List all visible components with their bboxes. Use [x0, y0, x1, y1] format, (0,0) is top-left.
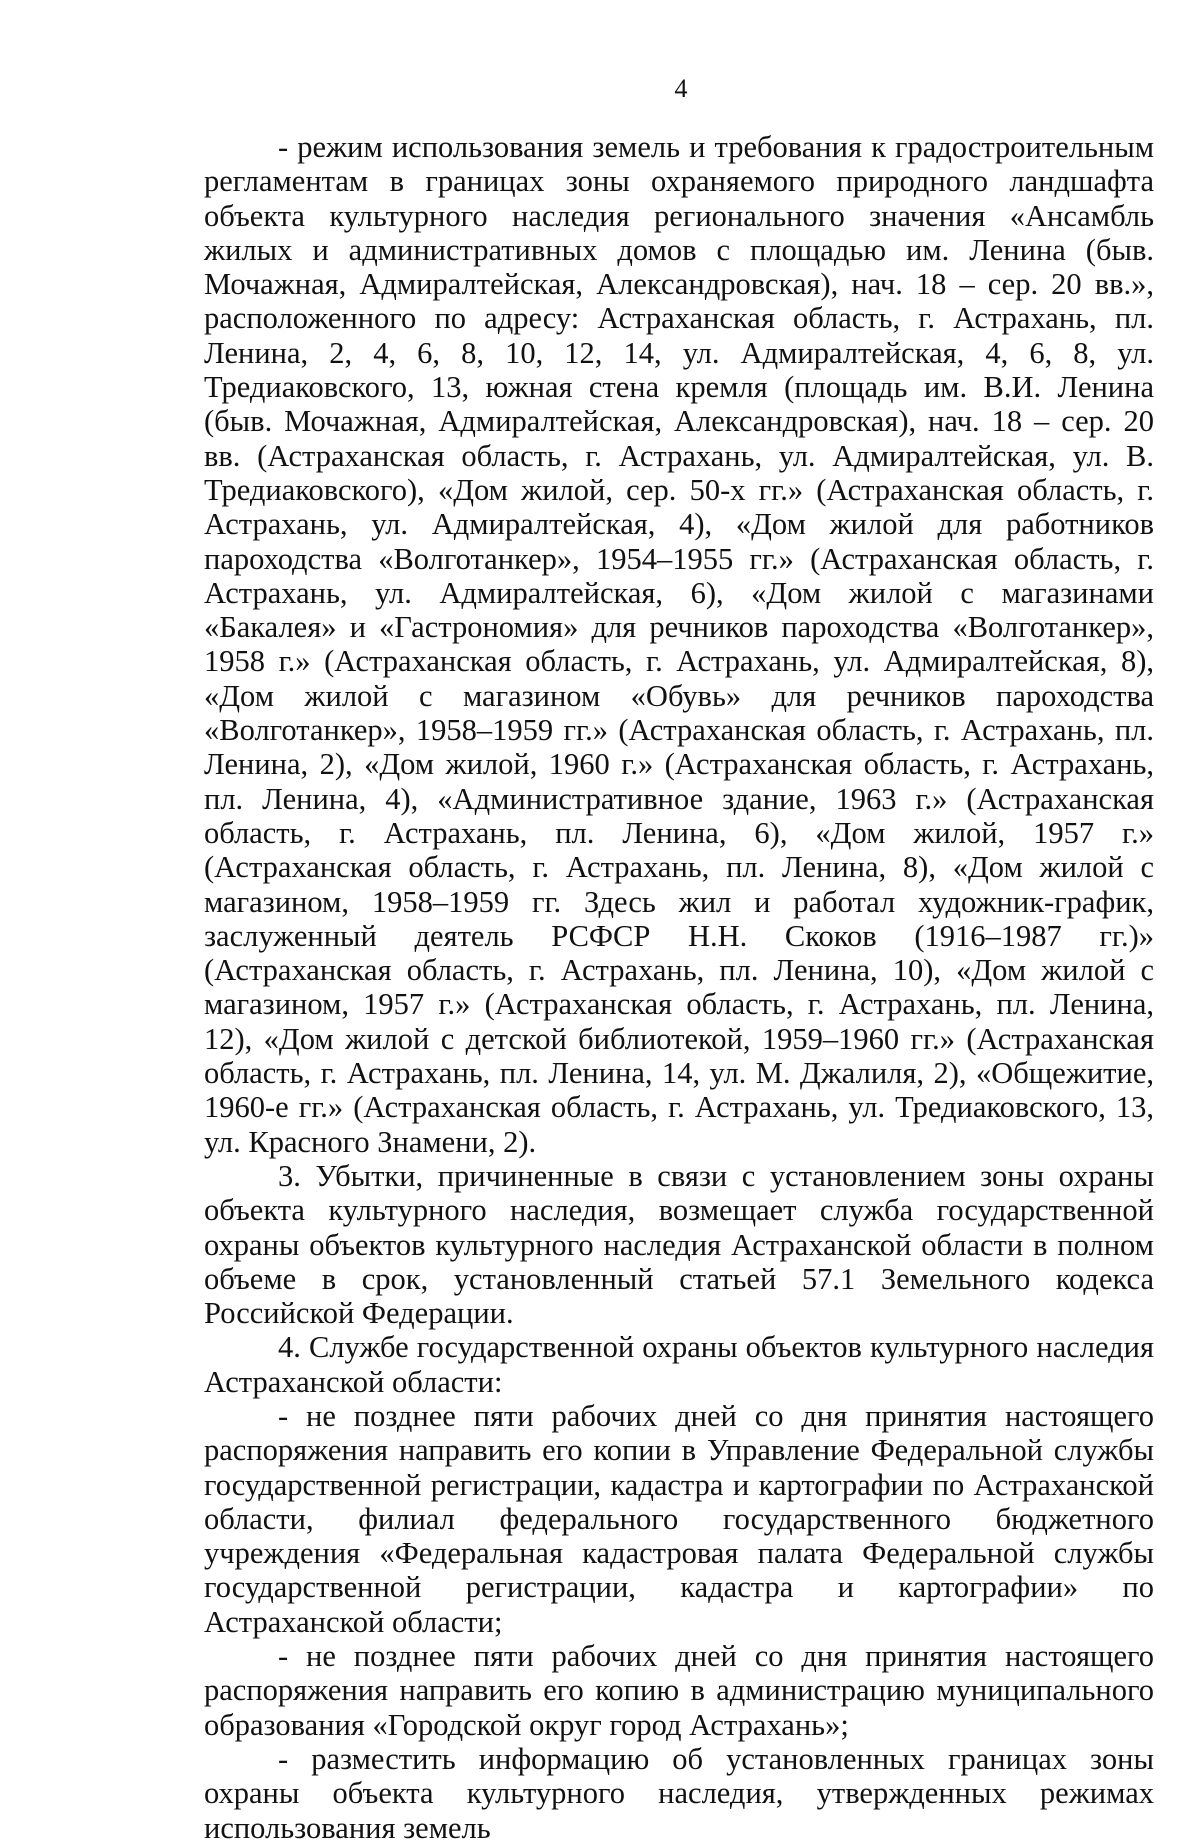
paragraph-land-use-regime: - режим использования земель и требования к градостроительным регламентам в границах зоны охраняемого природного ландшафта объекта культурного наследия регионального значения «Ансамбль жилых и административных домов с площадью им. Ленина (быв. Мочажная, Адмиралтейская, Александровская), нач. 18 – сер. 20 вв.», расположенного по адресу: Астраханская область, г. Астрахань, пл. Ленина, 2, 4, 6, 8, 10, 12, 14, ул. Адмиралтейская, 4, 6, 8, ул. Тредиаковского, 13, южная стена кремля (площадь им. В.И. Ленина (быв. Мочажная, Адмиралтейская, Александровская), нач. 18 – сер. 20 вв. (Астраханская область, г. Астрахань, ул. Адмиралтейская, ул. В. Тредиаковского), «Дом жилой, сер. 50-х гг.» (Астраханская область, г. Астрахань, ул. Адмиралтейская, 4), «Дом жилой для работников пароходства «Волготанкер», 1954–1955 гг.» (Астраханская область, г. Астрахань, ул. Адмиралтейская, 6), «Дом жилой с магазинами «Бакалея» и «Гастрономия» для речников пароходства «Волготанкер», 1958 г.» (Астраханская область, г. Астрахань, ул. Адмиралтейская, 8), «Дом жилой с магазином «Обувь» для речников пароходства «Волготанкер», 1958–1959 гг.» (Астраханская область, г. Астрахань, пл. Ленина, 2), «Дом жилой, 1960 г.» (Астраханская область, г. Астрахань, пл. Ленина, 4), «Административное здание, 1963 г.» (Астраханская область, г. Астрахань, пл. Ленина, 6), «Дом жилой, 1957 г.» (Астраханская область, г. Астрахань, пл. Ленина, 8), «Дом жилой с магазином, 1958–1959 гг. Здесь жил и работал художник-график, заслуженный деятель РСФСР Н.Н. Скоков (1916–1987 гг.)» (Астраханская область, г. Астрахань, пл. Ленина, 10), «Дом жилой с магазином, 1957 г.» (Астраханская область, г. Астрахань, пл. Ленина, 12), «Дом жилой с детской библиотекой, 1959–1960 гг.» (Астраханская область, г. Астрахань, пл. Ленина, 14, ул. М. Джалиля, 2), «Общежитие, 1960-е гг.» (Астраханская область, г. Астрахань, ул. Тредиаковского, 13, ул. Красного Знамени, 2). [204, 130, 1154, 1159]
paragraph-item-4-heading: 4. Службе государственной охраны объектов культурного наследия Астраханской области: [204, 1330, 1154, 1399]
paragraph-publish-information: - разместить информацию об установленных границах зоны охраны объекта культурного наследия, утвержденных режимах использования земель [204, 1741, 1154, 1845]
page-number: 4 [674, 74, 688, 103]
paragraph-item-3-losses: 3. Убытки, причиненные в связи с установлением зоны охраны объекта культурного наследия, возмещает служба государственной охраны объектов культурного наследия Астраханской области в полном объеме в срок, установленный статьей 57.1 Земельного кодекса Российской Федерации. [204, 1158, 1154, 1331]
paragraph-send-copies: - не позднее пяти рабочих дней со дня принятия настоящего распоряжения направить его копии в Управление Федеральной службы государственной регистрации, кадастра и картографии по Астраханской области, филиал федерального государственного бюджетного учреждения «Федеральная кадастровая палата Федеральной службы государственной регистрации, кадастра и картографии» по Астраханской области; [204, 1398, 1154, 1639]
document-body [204, 130, 1154, 1845]
paragraph-send-to-administration: - не позднее пяти рабочих дней со дня принятия настоящего распоряжения направить его копию в администрацию муниципального образования «Городской округ город Астрахань»; [204, 1639, 1154, 1742]
